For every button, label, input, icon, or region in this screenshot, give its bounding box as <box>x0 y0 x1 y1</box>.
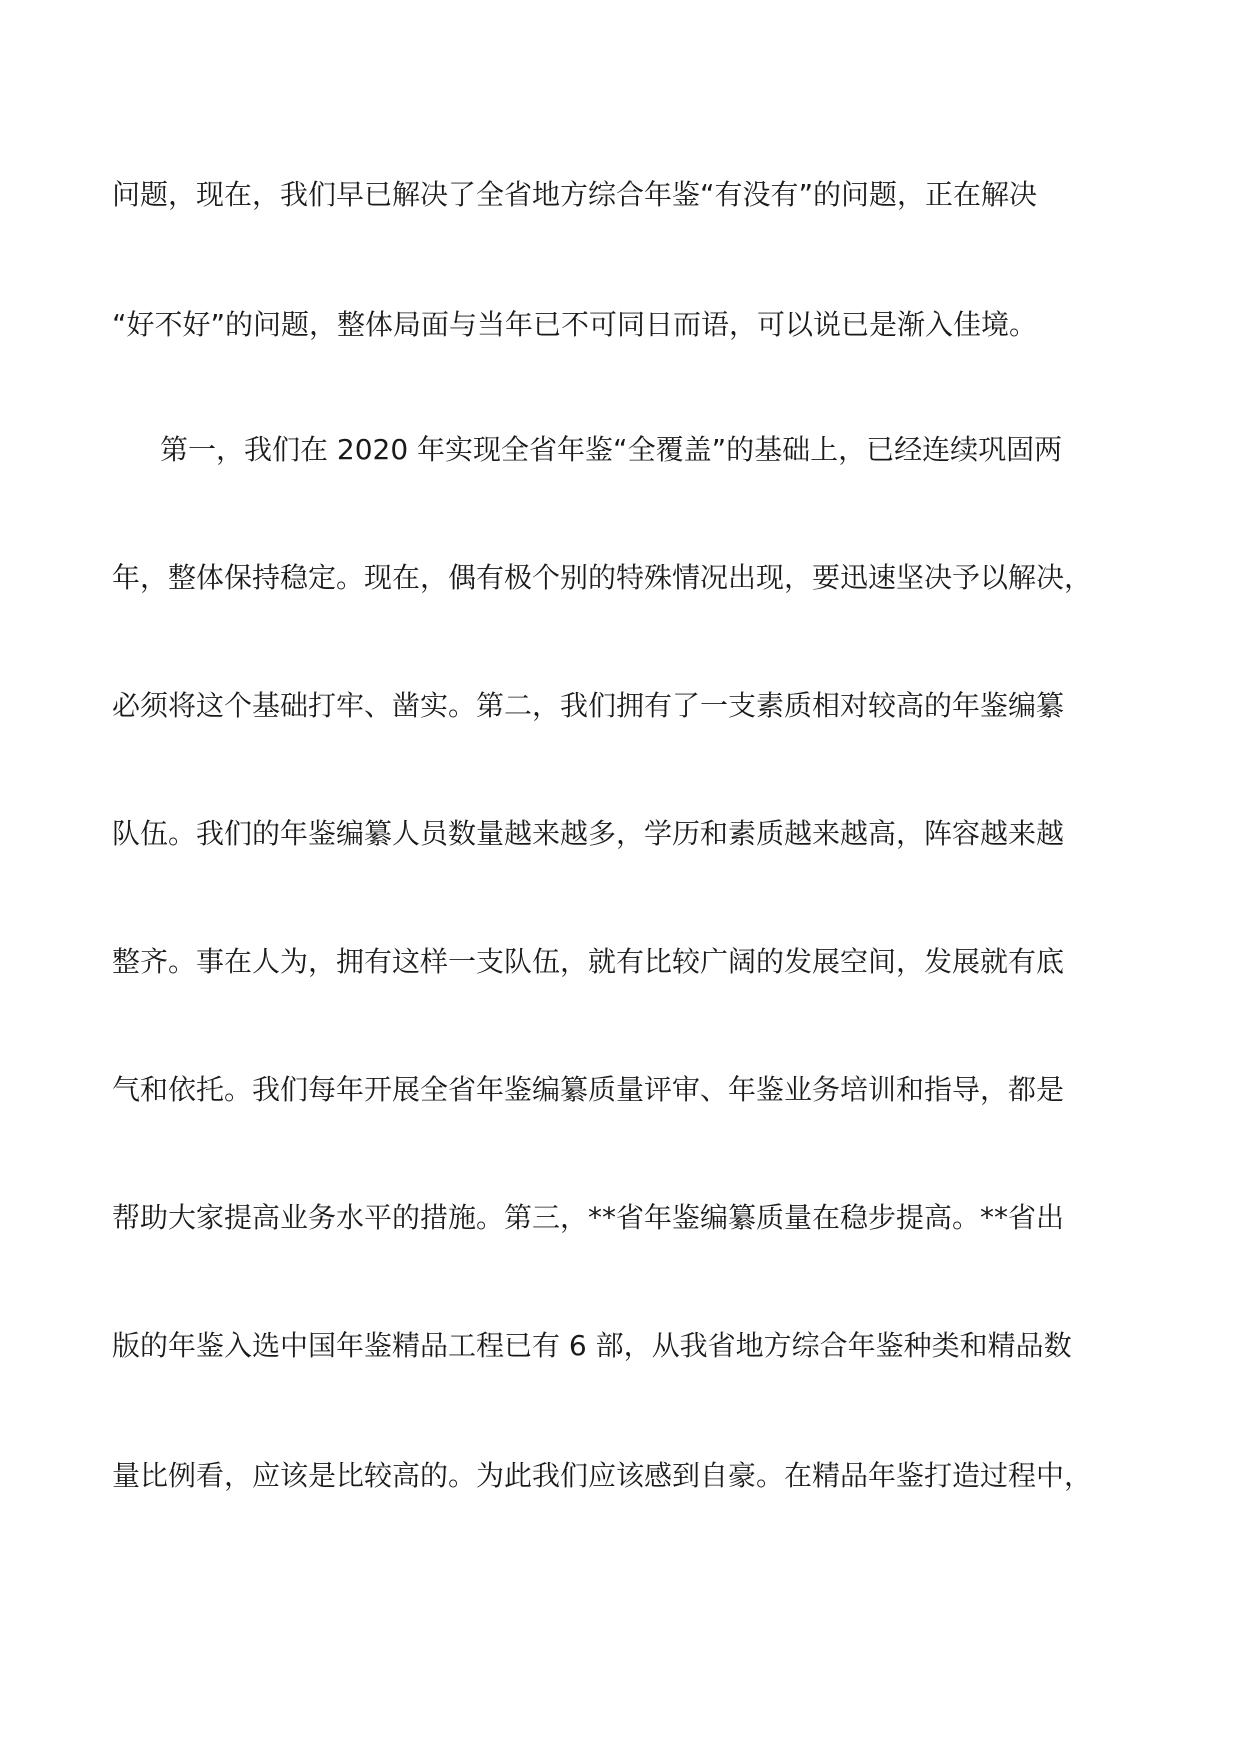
paragraph-line: 年，整体保持稳定。现在，偶有极个别的特殊情况出现，要迅速坚决予以解决， <box>112 561 1093 594</box>
paragraph-line: 量比例看，应该是比较高的。为此我们应该感到自豪。在精品年鉴打造过程中， <box>112 1459 1093 1492</box>
paragraph-line: 整齐。事在人为，拥有这样一支队伍，就有比较广阔的发展空间，发展就有底 <box>112 945 1065 978</box>
paragraph-line: 队伍。我们的年鉴编纂人员数量越来越多，学历和素质越来越高，阵容越来越 <box>112 817 1065 850</box>
paragraph-line: 帮助大家提高业务水平的措施。第三，**省年鉴编纂质量在稳步提高。**省出 <box>112 1201 1065 1234</box>
paragraph-line: 问题，现在，我们早已解决了全省地方综合年鉴“有没有”的问题，正在解决 <box>112 178 1038 211</box>
paragraph-line: 必须将这个基础打牢、凿实。第二，我们拥有了一支素质相对较高的年鉴编纂 <box>112 689 1065 722</box>
paragraph-line: “好不好”的问题，整体局面与当年已不可同日而语，可以说已是渐入佳境。 <box>112 308 1038 341</box>
paragraph-line-indented: 第一，我们在 2020 年实现全省年鉴“全覆盖”的基础上，已经连续巩固两 <box>160 433 1063 466</box>
paragraph-line: 版的年鉴入选中国年鉴精品工程已有 6 部，从我省地方综合年鉴种类和精品数 <box>112 1329 1072 1362</box>
paragraph-line: 气和依托。我们每年开展全省年鉴编纂质量评审、年鉴业务培训和指导，都是 <box>112 1073 1065 1106</box>
